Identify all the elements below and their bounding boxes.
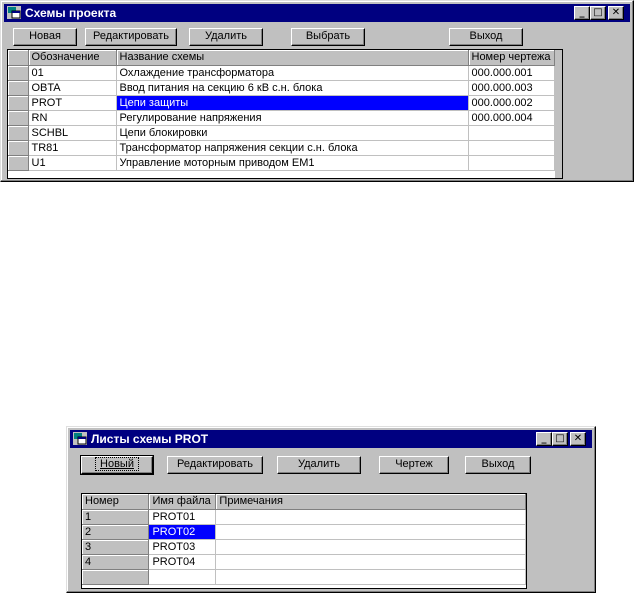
close-icon[interactable]: ✕: [570, 432, 586, 446]
cell-scheme-name[interactable]: Трансформатор напряжения секции с.н. блока: [116, 140, 468, 155]
table-row[interactable]: [82, 509, 526, 524]
new-scheme-button[interactable]: Новая: [13, 28, 77, 46]
select-scheme-button[interactable]: Выбрать: [291, 28, 365, 46]
exit-button[interactable]: Выход: [449, 28, 523, 46]
table-row[interactable]: [82, 524, 526, 539]
column-header-designation[interactable]: Обозначение: [28, 50, 116, 65]
edit-sheet-button[interactable]: Редактировать: [167, 456, 263, 474]
row-indicator[interactable]: [8, 140, 28, 155]
cell-drawing-number[interactable]: 000.000.002: [468, 95, 554, 110]
table-row[interactable]: [8, 125, 554, 140]
maximize-icon[interactable]: □: [590, 6, 606, 20]
cell-file-name[interactable]: [149, 569, 216, 584]
app-window-icon: [73, 432, 87, 445]
delete-scheme-button[interactable]: Удалить: [189, 28, 263, 46]
cell-notes[interactable]: [216, 554, 526, 569]
cell-scheme-name[interactable]: Ввод питания на секцию 6 кВ с.н. блока: [116, 80, 468, 95]
title-bar[interactable]: [70, 430, 592, 448]
column-header-number[interactable]: Номер: [82, 494, 149, 509]
table-row[interactable]: [8, 80, 554, 95]
row-indicator[interactable]: [8, 80, 28, 95]
cell-file-name[interactable]: PROT04: [149, 554, 216, 569]
cell-scheme-name[interactable]: Регулирование напряжения: [116, 110, 468, 125]
cell-drawing-number[interactable]: 000.000.004: [468, 110, 554, 125]
title-bar[interactable]: [4, 4, 630, 22]
drawing-button[interactable]: Чертеж: [379, 456, 449, 474]
cell-file-name[interactable]: PROT03: [149, 539, 216, 554]
cell-drawing-number[interactable]: 000.000.001: [468, 65, 554, 80]
grid-header: [8, 50, 554, 65]
cell-designation[interactable]: OBTA: [28, 80, 116, 95]
minimize-icon[interactable]: _: [536, 432, 552, 446]
cell-file-name[interactable]: PROT02: [149, 524, 216, 539]
table-row[interactable]: [8, 65, 554, 80]
cell-designation[interactable]: RN: [28, 110, 116, 125]
table-row[interactable]: [82, 539, 526, 554]
cell-drawing-number[interactable]: [468, 155, 554, 170]
cell-drawing-number[interactable]: [468, 125, 554, 140]
close-icon[interactable]: ✕: [608, 6, 624, 20]
cell-scheme-name[interactable]: Цепи блокировки: [116, 125, 468, 140]
cell-designation[interactable]: 01: [28, 65, 116, 80]
edit-scheme-button[interactable]: Редактировать: [85, 28, 177, 46]
cell-number[interactable]: 4: [82, 554, 149, 569]
column-header-notes[interactable]: Примечания: [216, 494, 526, 509]
window-title: Схемы проекта: [25, 6, 117, 20]
row-indicator[interactable]: [8, 155, 28, 170]
grid-empty-area: [555, 50, 563, 179]
table-row[interactable]: [8, 110, 554, 125]
cell-scheme-name[interactable]: Управление моторным приводом ЕМ1: [116, 155, 468, 170]
delete-sheet-button[interactable]: Удалить: [277, 456, 361, 474]
minimize-icon[interactable]: _: [574, 6, 590, 20]
window-project-schemes: [0, 0, 634, 182]
cell-designation[interactable]: PROT: [28, 95, 116, 110]
cell-drawing-number[interactable]: [468, 140, 554, 155]
schemes-grid[interactable]: [7, 49, 563, 179]
cell-scheme-name[interactable]: Охлаждение трансформатора: [116, 65, 468, 80]
cell-designation[interactable]: SCHBL: [28, 125, 116, 140]
cell-notes[interactable]: [216, 539, 526, 554]
table-row[interactable]: [82, 554, 526, 569]
row-indicator[interactable]: [8, 110, 28, 125]
column-header-drawing-number[interactable]: Номер чертежа: [468, 50, 554, 65]
cell-notes[interactable]: [216, 524, 526, 539]
cell-number[interactable]: 1: [82, 509, 149, 524]
sheets-grid[interactable]: [81, 493, 527, 589]
cell-drawing-number[interactable]: 000.000.003: [468, 80, 554, 95]
row-indicator[interactable]: [8, 125, 28, 140]
window-title: Листы схемы PROT: [91, 432, 209, 446]
window-scheme-sheets: [66, 426, 596, 593]
row-indicator-header: [8, 50, 28, 65]
cell-scheme-name[interactable]: Цепи защиты: [116, 95, 468, 110]
maximize-icon[interactable]: □: [552, 432, 568, 446]
cell-notes[interactable]: [216, 569, 526, 584]
table-row[interactable]: [8, 140, 554, 155]
cell-number[interactable]: 2: [82, 524, 149, 539]
cell-number[interactable]: [82, 569, 149, 584]
table-row-empty[interactable]: [82, 569, 526, 584]
app-window-icon: [7, 6, 21, 19]
cell-designation[interactable]: U1: [28, 155, 116, 170]
table-row[interactable]: [8, 155, 554, 170]
table-row[interactable]: [8, 95, 554, 110]
cell-designation[interactable]: TR81: [28, 140, 116, 155]
row-indicator[interactable]: [8, 95, 28, 110]
grid-header: [82, 494, 526, 509]
cell-number[interactable]: 3: [82, 539, 149, 554]
cell-file-name[interactable]: PROT01: [149, 509, 216, 524]
column-header-file-name[interactable]: Имя файла: [149, 494, 216, 509]
exit-button[interactable]: Выход: [465, 456, 531, 474]
cell-notes[interactable]: [216, 509, 526, 524]
new-sheet-button[interactable]: Новый: [81, 456, 153, 474]
row-indicator[interactable]: [8, 65, 28, 80]
column-header-scheme-name[interactable]: Название схемы: [116, 50, 468, 65]
